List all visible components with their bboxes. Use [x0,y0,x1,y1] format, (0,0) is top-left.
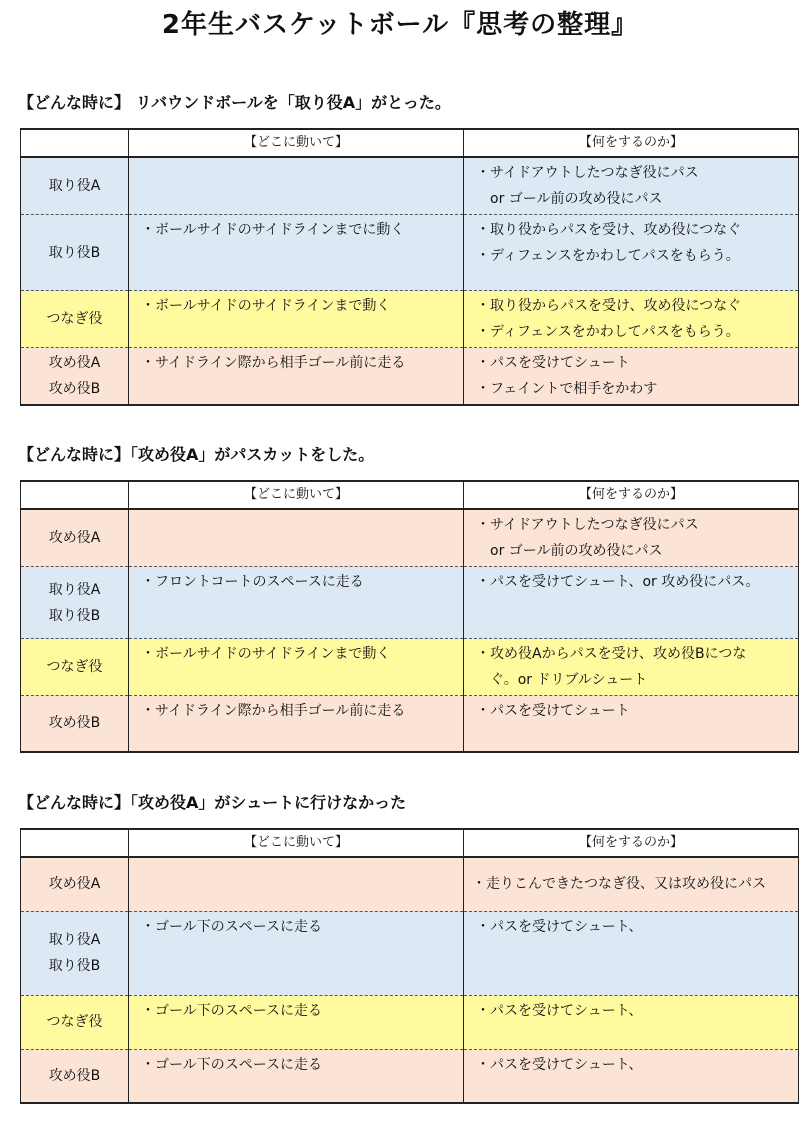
table-row [21,215,799,291]
role-label: 攻め役B [48,381,101,397]
what-cell [464,639,799,696]
where-cell [129,696,464,752]
where-cell [129,509,464,567]
what-line: ・ディフェンスをかわしてパスをもらう。 [476,248,740,264]
what-cell [464,911,799,995]
section-2-heading: 【どんな時に】「攻め役A」がパスカットをした。 [18,445,375,464]
role-label: 攻め役B [48,1067,101,1084]
what-line: ・サイドアウトしたつなぎ役にパス [476,165,699,181]
role-cell [21,1049,129,1103]
what-line: ・ディフェンスをかわしてパスをもらう。 [476,324,740,340]
role-cell [21,215,129,291]
role-label: 取り役B [48,607,101,624]
header-where: 【どこに動いて】 [129,481,464,509]
role-label: 取り役A [48,581,101,598]
what-cell [464,567,799,639]
what-line: ・走りこんできたつなぎ役、又は攻め役にパス [472,876,766,893]
where-cell [129,639,464,696]
what-line: ・パスを受けてシュート [476,703,630,719]
table-row [21,509,799,567]
table-row [21,995,799,1049]
where-line: ・ボールサイドのサイドラインまでに動く [141,222,405,238]
header-what: 【何をするのか】 [464,829,799,857]
table-row [21,348,799,406]
role-cell [21,639,129,696]
role-cell [21,995,129,1049]
header-where: 【どこに動いて】 [129,829,464,857]
table-row [21,639,799,696]
what-cell [464,995,799,1049]
where-cell [129,215,464,291]
table-row [21,696,799,752]
what-line: ・攻め役Aからパスを受け、攻め役Bにつな [476,646,747,662]
section-3-heading: 【どんな時に】「攻め役A」がシュートに行けなかった [18,793,407,812]
what-line: ・取り役からパスを受け、攻め役につなぐ [476,222,742,238]
what-line: ・パスを受けてシュート、 [476,1002,643,1019]
section-2-table [20,480,799,753]
what-line: ・パスを受けてシュート、 [476,918,643,935]
what-line: ・フェイントで相手をかわす [476,381,658,397]
what-cell [464,348,799,406]
where-cell [129,911,464,995]
what-cell [464,1049,799,1103]
where-cell [129,157,464,215]
role-cell [21,348,129,406]
what-cell [464,857,799,911]
table-header-row [21,829,799,857]
what-cell [464,696,799,752]
where-cell [129,857,464,911]
where-line: ・サイドライン際から相手ゴール前に走る [141,703,406,719]
where-line: ・サイドライン際から相手ゴール前に走る [141,355,406,371]
what-cell [464,291,799,348]
header-blank-cell [21,129,129,157]
role-cell [21,157,129,215]
where-cell [129,995,464,1049]
table-row [21,291,799,348]
where-cell [129,567,464,639]
role-label: 取り役A [48,178,101,194]
where-line: ・ゴール下のスペースに走る [141,1056,323,1073]
page-title: 2年生バスケットボール『思考の整理』 [161,10,639,40]
table-row [21,567,799,639]
header-what: 【何をするのか】 [464,481,799,509]
where-line: ・ボールサイドのサイドラインまで動く [141,298,391,314]
role-label: 攻め役A [48,355,101,371]
role-cell [21,291,129,348]
what-line: ・取り役からパスを受け、攻め役につなぐ [476,298,742,314]
header-what: 【何をするのか】 [464,129,799,157]
what-line: or ゴール前の攻め役にパス [490,543,663,559]
table-row [21,1049,799,1103]
role-label: つなぎ役 [46,1014,103,1030]
table-row [21,157,799,215]
role-cell [21,567,129,639]
what-line: ぐ。or ドリブルシュート [490,672,648,688]
section-3-table [20,828,799,1104]
role-label: 攻め役A [48,530,101,546]
what-cell [464,157,799,215]
role-cell [21,857,129,911]
what-cell [464,215,799,291]
role-cell [21,509,129,567]
role-label: つなぎ役 [46,659,103,675]
table-header-row [21,129,799,157]
where-line: ・ゴール下のスペースに走る [141,1002,323,1019]
role-label: つなぎ役 [46,311,103,327]
header-blank-cell [21,481,129,509]
section-1-table [20,128,799,406]
what-line: or ゴール前の攻め役にパス [490,191,663,207]
what-line: ・パスを受けてシュート [476,355,630,371]
where-cell [129,348,464,406]
what-cell [464,509,799,567]
table-row [21,857,799,911]
table-row [21,911,799,995]
where-cell [129,1049,464,1103]
role-label: 取り役A [48,932,101,948]
role-label: 取り役B [48,244,101,261]
header-blank-cell [21,829,129,857]
where-line: ・フロントコートのスペースに走る [141,574,364,590]
table-header-row [21,481,799,509]
role-cell [21,911,129,995]
role-cell [21,696,129,752]
section-1-heading: 【どんな時に】 リバウンドボールを「取り役A」がとった。 [18,93,451,112]
what-line: ・パスを受けてシュート、 [476,1056,643,1073]
where-cell [129,291,464,348]
what-line: ・パスを受けてシュート、or 攻め役にパス。 [476,574,760,590]
role-label: 取り役B [48,958,101,974]
what-line: ・サイドアウトしたつなぎ役にパス [476,517,699,533]
role-label: 攻め役A [48,876,101,893]
where-line: ・ゴール下のスペースに走る [141,918,323,935]
where-line: ・ボールサイドのサイドラインまで動く [141,646,391,662]
header-where: 【どこに動いて】 [129,129,464,157]
role-label: 攻め役B [48,715,101,732]
